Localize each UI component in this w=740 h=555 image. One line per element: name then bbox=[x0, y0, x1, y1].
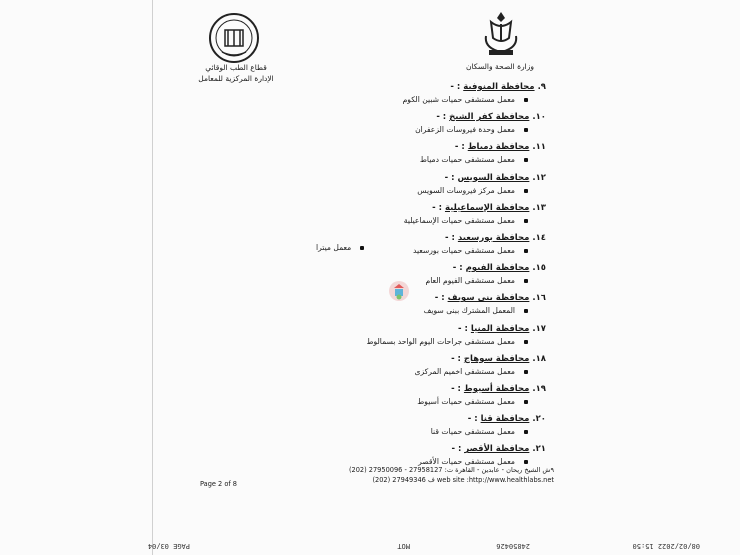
bullet-icon bbox=[524, 158, 528, 162]
section-number: ١٧. bbox=[532, 323, 546, 334]
site-watermark-icon bbox=[388, 280, 410, 302]
governorate-section bbox=[300, 354, 546, 384]
lab-name: معمل مستشفى جراحات اليوم الواحد بسمالوط bbox=[366, 336, 515, 346]
lab-item bbox=[431, 427, 528, 436]
lab-item bbox=[417, 186, 528, 195]
lab-item bbox=[426, 276, 528, 285]
bullet-icon bbox=[524, 370, 528, 374]
bullet-icon bbox=[524, 189, 528, 193]
governorate-name: محافظة سوهاج bbox=[463, 353, 530, 364]
header-left-text bbox=[196, 62, 276, 84]
lab-item bbox=[367, 337, 529, 346]
section-number: ١٢. bbox=[532, 172, 546, 183]
lab-name: معمل وحدة فيروسات الزعفران bbox=[415, 125, 515, 135]
governorate-section bbox=[300, 293, 546, 323]
governorate-list bbox=[300, 82, 546, 474]
section-title bbox=[451, 384, 546, 394]
lab-name: معمل مستشفى الفيوم العام bbox=[425, 276, 515, 286]
bullet-icon bbox=[360, 246, 364, 250]
governorate-section bbox=[300, 384, 546, 414]
governorate-section bbox=[300, 173, 546, 203]
governorate-name: محافظة كفر الشيخ bbox=[449, 112, 530, 123]
lab-name: معمل مستشفى حميات الأقصر bbox=[418, 457, 515, 467]
governorate-section bbox=[300, 203, 546, 233]
fax-date: 08/02/2022 15:50 bbox=[632, 542, 700, 550]
bullet-icon bbox=[524, 460, 528, 464]
lab-item bbox=[403, 95, 528, 104]
governorate-section bbox=[300, 82, 546, 112]
bullet-icon bbox=[524, 430, 528, 434]
lab-name: معمل مستشفى حميات دمياط bbox=[419, 155, 515, 165]
section-title bbox=[468, 414, 546, 424]
section-title bbox=[445, 173, 546, 183]
section-number: ١٦. bbox=[532, 293, 546, 304]
section-suffix: : - bbox=[450, 82, 461, 92]
bullet-icon bbox=[524, 400, 528, 404]
bullet-icon bbox=[524, 340, 528, 344]
section-title bbox=[450, 82, 546, 92]
bullet-icon bbox=[524, 309, 528, 313]
section-number: ١٥. bbox=[532, 263, 546, 274]
governorate-name: محافظة بنى سويف bbox=[447, 293, 530, 304]
section-number: ٢٠. bbox=[532, 414, 546, 425]
section-title bbox=[435, 293, 546, 303]
section-number: ١٩. bbox=[532, 383, 546, 394]
footer-address-line: ٩ش الشيخ ريحان - عابدين - القاهرة ت: 27958127 - 27950096 (202) bbox=[348, 466, 554, 474]
bullet-icon bbox=[524, 219, 528, 223]
section-number: ١٠. bbox=[532, 112, 546, 123]
lab-name: معمل مركز فيروسات السويس bbox=[417, 185, 515, 195]
header-left-line: الإدارة المركزية للمعامل bbox=[198, 74, 274, 83]
governorate-name: محافظة الإسماعيلية bbox=[444, 202, 530, 213]
governorate-section bbox=[300, 112, 546, 142]
header-left-line: قطاع الطب الوقائي bbox=[205, 63, 267, 72]
governorate-name: محافظة قنا bbox=[480, 414, 530, 425]
governorate-name: محافظة السويس bbox=[457, 172, 530, 183]
governorate-section bbox=[300, 263, 546, 293]
ministry-of-health-logo-icon bbox=[476, 8, 526, 60]
section-number: ١٨. bbox=[532, 353, 546, 364]
footer-fax-web-line: (202) 27949346 ف web site :http://www.healthlabs.net bbox=[372, 476, 554, 484]
lab-item bbox=[413, 246, 528, 255]
fax-id: 24850426 bbox=[496, 542, 530, 550]
lab-item bbox=[420, 155, 528, 164]
governorate-name: محافظة بورسعيد bbox=[457, 232, 530, 243]
section-title bbox=[455, 142, 546, 152]
fax-sender: MOT bbox=[397, 542, 410, 550]
section-suffix: : - bbox=[445, 232, 455, 243]
lab-item bbox=[415, 367, 528, 376]
section-suffix: : - bbox=[467, 414, 478, 425]
section-title bbox=[451, 354, 546, 364]
governorate-name: محافظة أسيوط bbox=[463, 383, 530, 394]
footer-address bbox=[322, 465, 554, 485]
bullet-icon bbox=[524, 98, 528, 102]
side-item-label: معمل ميترا bbox=[316, 243, 352, 252]
section-number: ١٤. bbox=[532, 232, 546, 243]
bullet-icon bbox=[524, 128, 528, 132]
section-suffix: : - bbox=[444, 172, 455, 183]
section-suffix: : - bbox=[451, 383, 461, 394]
fax-header-strip bbox=[147, 538, 710, 552]
governorate-name: محافظة المنوفية bbox=[463, 82, 535, 92]
lab-name: معمل مستشفى حميات بورسعيد bbox=[412, 245, 515, 255]
side-lab-item bbox=[316, 243, 364, 252]
governorate-section bbox=[300, 414, 546, 444]
section-title bbox=[432, 203, 546, 213]
section-number: ١٣. bbox=[532, 202, 546, 213]
section-title bbox=[436, 112, 546, 122]
governorate-name: محافظة الأقصر bbox=[464, 444, 530, 455]
section-suffix: : - bbox=[451, 444, 462, 455]
lab-name: معمل مستشفى حميات الإسماعيلية bbox=[403, 215, 515, 225]
lab-name: معمل مستشفى حميات أسيوط bbox=[417, 396, 515, 406]
lab-item bbox=[415, 125, 528, 134]
governorate-section bbox=[300, 324, 546, 354]
section-suffix: : - bbox=[452, 263, 463, 274]
lab-name: معمل مستشفى حميات شبين الكوم bbox=[402, 95, 515, 104]
section-number: ٢١. bbox=[532, 444, 546, 455]
lab-name: معمل مستشفى حميات قنا bbox=[430, 427, 515, 437]
page-number: Page 2 of 8 bbox=[200, 480, 237, 488]
scan-fold-line bbox=[152, 0, 153, 555]
bullet-icon bbox=[524, 279, 528, 283]
lab-name: المعمل المشترك ببنى سويف bbox=[423, 306, 515, 316]
governorate-name: محافظة المنيا bbox=[470, 323, 530, 334]
section-title bbox=[452, 444, 547, 454]
lab-item bbox=[424, 306, 528, 315]
section-title bbox=[458, 324, 546, 334]
governorate-name: محافظة دمياط bbox=[467, 142, 530, 153]
header-right-text: وزارة الصحة والسكان bbox=[466, 62, 534, 71]
lab-item bbox=[404, 216, 528, 225]
section-suffix: : - bbox=[454, 142, 465, 153]
governorate-section bbox=[300, 142, 546, 172]
fax-page: PAGE 03/04 bbox=[147, 542, 190, 550]
section-suffix: : - bbox=[434, 293, 445, 304]
bullet-icon bbox=[524, 249, 528, 253]
section-title bbox=[453, 263, 546, 273]
section-number: ٩. bbox=[537, 82, 546, 92]
preventive-medicine-seal-icon bbox=[208, 12, 260, 64]
lab-name: معمل مستشفى اخميم المركزى bbox=[414, 366, 515, 376]
section-suffix: : - bbox=[451, 353, 461, 364]
section-number: ١١. bbox=[532, 142, 546, 153]
section-title bbox=[445, 233, 546, 243]
section-suffix: : - bbox=[436, 112, 447, 123]
section-suffix: : - bbox=[458, 323, 468, 334]
governorate-name: محافظة الفيوم bbox=[465, 263, 530, 274]
section-suffix: : - bbox=[432, 202, 442, 213]
lab-item bbox=[417, 397, 528, 406]
